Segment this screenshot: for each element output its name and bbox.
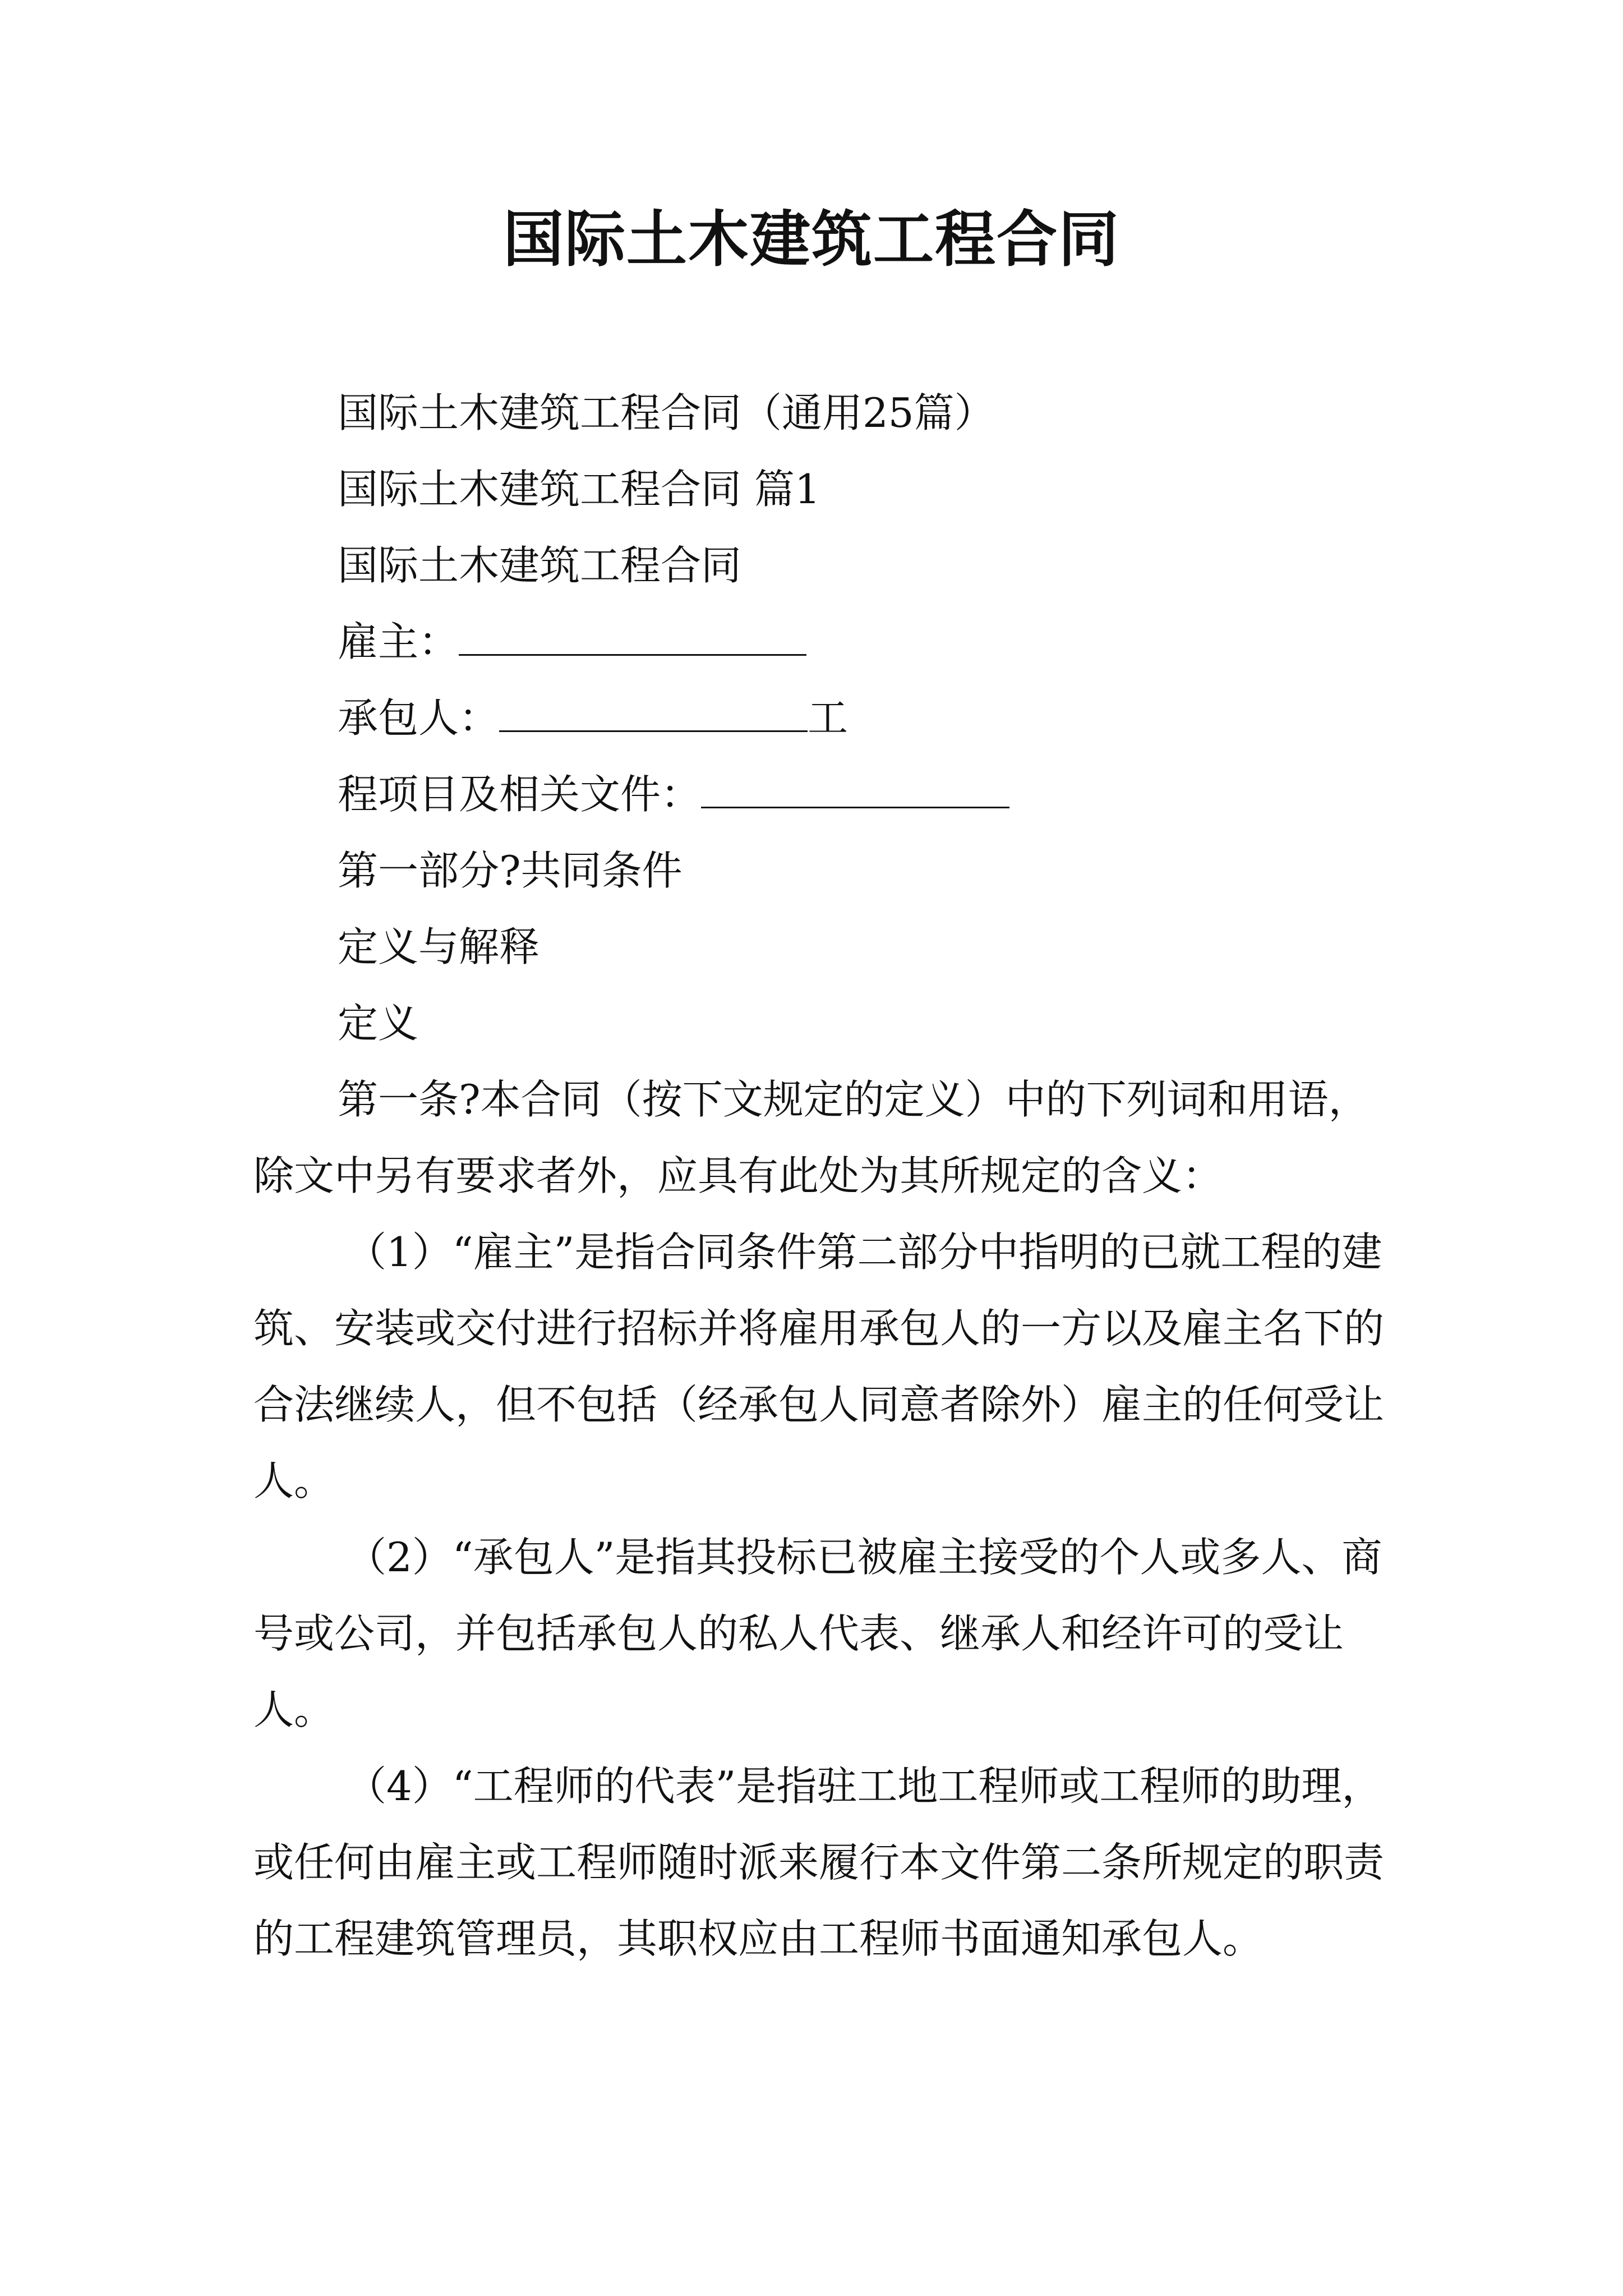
employer-label: 雇主： (338, 618, 459, 665)
contractor-label: 承包人： (338, 694, 500, 742)
contractor-suffix: 工 (808, 694, 849, 742)
employer-line (253, 604, 1392, 680)
document-body (253, 375, 1392, 1977)
definition-item-4: （4）“工程师的代表”是指驻工地工程师或工程师的助理，或任何由雇主或工程师随时派来履行本文件第二条所规定的职责的工程建筑管理员，其职权应由工程师书面通知承包人。 (253, 1763, 1385, 1962)
definitions-heading: 定义与解释 (338, 923, 540, 970)
article-one-paragraph: 第一条?本合同（按下文规定的定义）中的下列词和用语，除文中另有要求者外，应具有此处为其所规定的含义： (253, 1076, 1369, 1199)
definition-subheading: 定义 (338, 1000, 419, 1047)
contract-name: 国际土木建筑工程合同 (338, 542, 742, 589)
project-blank (701, 773, 1009, 808)
definition-item-2: （2）“承包人”是指其投标已被雇主接受的个人或多人、商号或公司，并包括承包人的私人代表、继承人和经许可的受让人。 (253, 1534, 1382, 1733)
definition-item-1: （1）“雇主”是指合同条件第二部分中指明的已就工程的建筑、安装或交付进行招标并将雇用承包人的一方以及雇主名下的合法继续人，但不包括（经承包人同意者除外）雇主的任何受让人。 (253, 1228, 1385, 1504)
document-title: 国际土木建筑工程合同 (502, 204, 1120, 275)
part-one-heading: 第一部分?共同条件 (338, 847, 683, 894)
section-heading: 国际土木建筑工程合同 篇1 (338, 466, 820, 513)
contractor-line (253, 680, 1392, 756)
employer-blank (459, 620, 806, 656)
contractor-blank (499, 697, 808, 732)
project-line (253, 756, 1392, 832)
project-label: 程项目及相关文件： (338, 771, 702, 818)
document-subtitle: 国际土木建筑工程合同（通用25篇） (338, 389, 995, 436)
